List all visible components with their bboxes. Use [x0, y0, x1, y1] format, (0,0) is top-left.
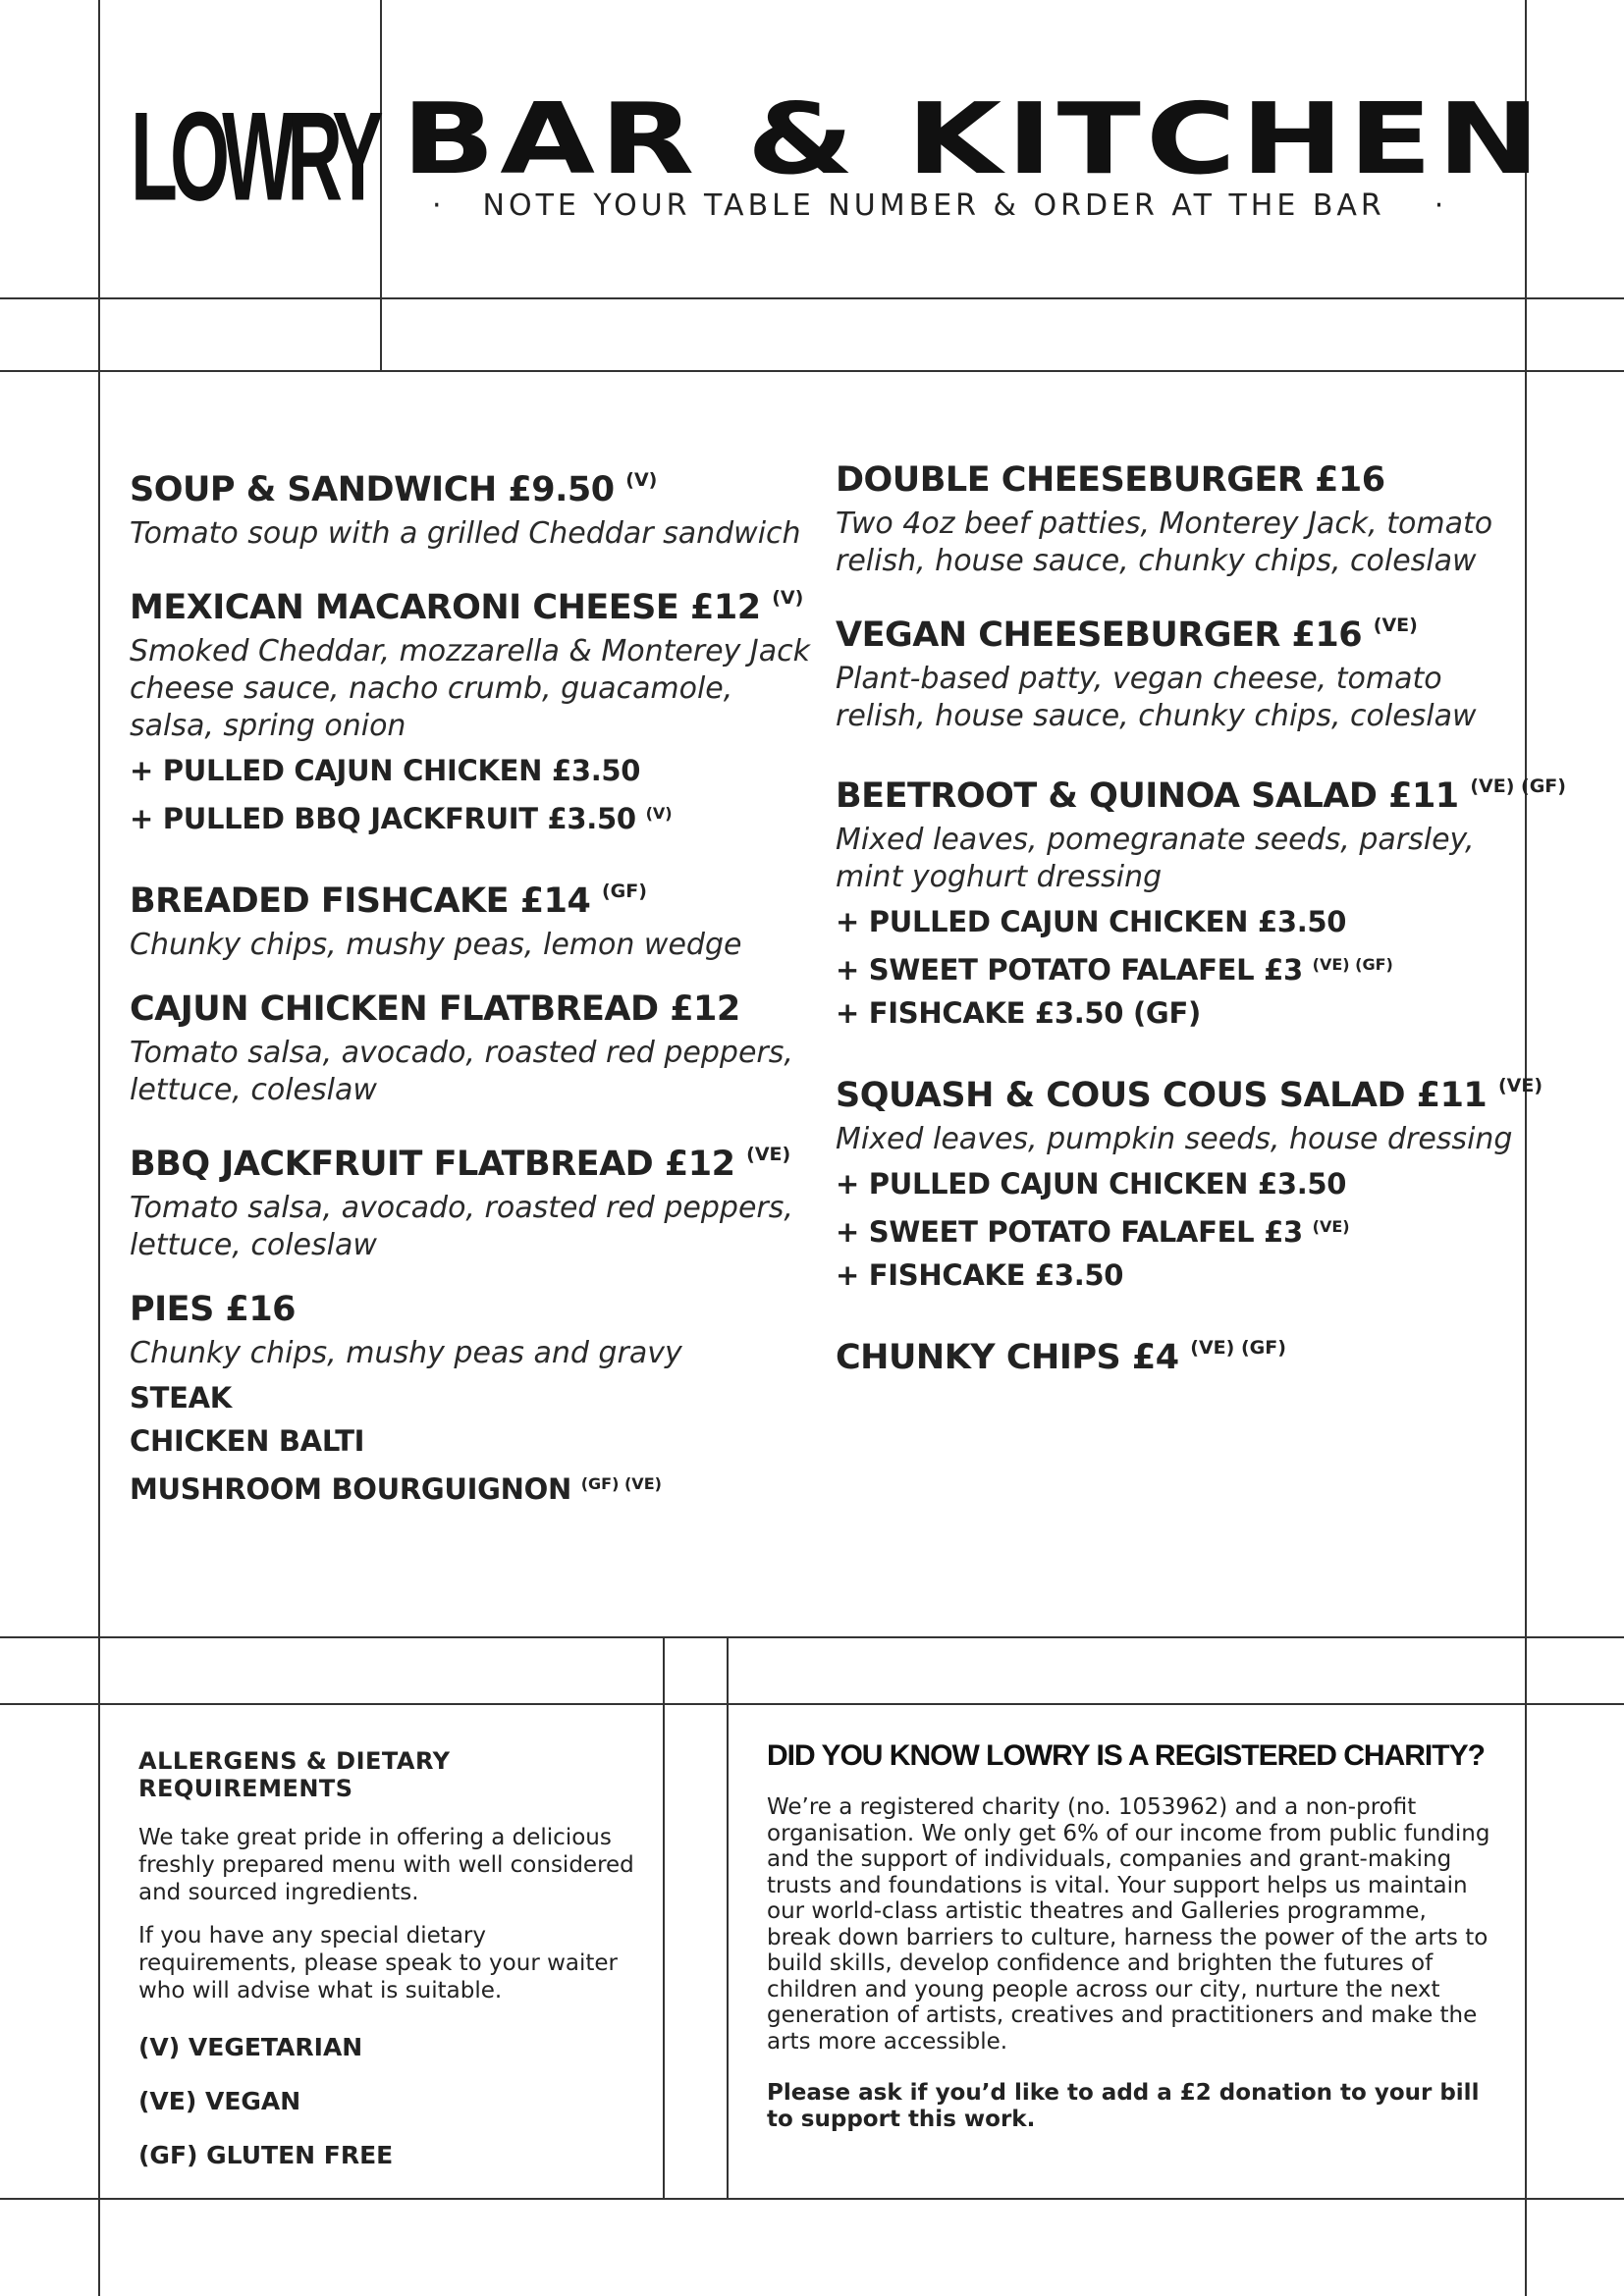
menu-item-option: [836, 1205, 1523, 1254]
menu-item: [836, 1324, 1523, 1381]
menu-item-option: [836, 943, 1523, 991]
menu-item-name: [836, 1324, 1523, 1381]
charity-panel: [767, 1739, 1493, 2158]
option-label: + PULLED CAJUN CHICKEN £3.50: [130, 754, 641, 787]
menu-item-description: Tomato salsa, avocado, roasted red peppers, lettuce, coleslaw: [130, 1191, 793, 1262]
menu-item-option: [836, 900, 1523, 943]
divider-line: [0, 1703, 1624, 1705]
menu-item-title: BEETROOT & QUINOA SALAD £11: [836, 776, 1459, 816]
divider-line: [663, 1636, 665, 2198]
menu-item-name: [836, 1062, 1543, 1119]
dietary-tags: (VE) (GF): [1190, 1337, 1286, 1359]
donation-ask: Please ask if you’d like to add a £2 donation to your bill to support this work.: [767, 2080, 1480, 2132]
menu-item-name: [836, 763, 1566, 820]
menu-item-name: [836, 456, 1523, 504]
option-label: + FISHCAKE £3.50: [836, 1258, 1124, 1292]
menu-item-option: [130, 1376, 817, 1419]
menu-item-description: Chunky chips, mushy peas, lemon wedge: [130, 928, 742, 962]
separator-dot: ·: [1434, 188, 1448, 223]
charity-heading: DID YOU KNOW LOWRY IS A REGISTERED CHARITY?: [767, 1739, 1485, 1772]
menu-item-title: CAJUN CHICKEN FLATBREAD £12: [130, 989, 740, 1029]
menu-item: [130, 868, 817, 964]
menu-item-description: Smoked Cheddar, mozzarella & Monterey Jack cheese sauce, nacho crumb, guacamole, salsa, spring onion: [130, 634, 810, 743]
menu-item-option: [130, 749, 817, 792]
divider-line: [727, 1636, 729, 2198]
separator-dot: ·: [432, 188, 446, 223]
menu-item-name: [130, 456, 817, 513]
menu-item-description: Tomato soup with a grilled Cheddar sandwich: [130, 516, 801, 551]
option-label: MUSHROOM BOURGUIGNON: [130, 1472, 571, 1506]
menu-item-description: Tomato salsa, avocado, roasted red peppers, lettuce, coleslaw: [130, 1036, 793, 1107]
menu-item: [836, 602, 1523, 735]
menu-item-name: [130, 986, 817, 1033]
page-title: BAR & KITCHEN: [402, 81, 1545, 196]
option-label: + PULLED CAJUN CHICKEN £3.50: [836, 1167, 1347, 1201]
dietary-tags: (GF): [602, 881, 647, 902]
divider-line: [1525, 0, 1527, 2296]
menu-item-name: [130, 1286, 817, 1333]
divider-line: [0, 1636, 1624, 1638]
menu-item-option: [130, 1463, 817, 1511]
dietary-tags: (VE): [1312, 1217, 1350, 1236]
menu-item: [836, 456, 1523, 580]
menu-item-description: Chunky chips, mushy peas and gravy: [130, 1336, 682, 1370]
allergen-key: (VE) VEGAN: [138, 2087, 301, 2115]
menu-column-right: [836, 456, 1566, 1381]
option-label: + PULLED CAJUN CHICKEN £3.50: [836, 905, 1347, 938]
menu-item: [130, 1286, 817, 1511]
allergens-panel: [138, 1747, 649, 2182]
menu-item-option: [836, 991, 1523, 1035]
menu-item: [130, 456, 817, 553]
allergen-key: (GF) GLUTEN FREE: [138, 2141, 394, 2169]
dietary-tags: (VE) (GF): [1312, 955, 1393, 974]
allergens-heading: ALLERGENS & DIETARY REQUIREMENTS: [138, 1747, 451, 1802]
menu-item-option: [836, 1254, 1523, 1297]
menu-item-title: MEXICAN MACARONI CHEESE £12: [130, 588, 761, 627]
option-label: + SWEET POTATO FALAFEL £3: [836, 1215, 1303, 1249]
menu-item-option: [130, 1419, 817, 1463]
menu-item-name: [836, 602, 1523, 659]
dietary-tags: (V): [625, 469, 658, 491]
logo: LOWRY: [131, 84, 376, 228]
divider-line: [0, 2198, 1624, 2200]
dietary-tags: (VE): [1497, 1075, 1543, 1096]
menu-item-description: Plant-based patty, vegan cheese, tomato relish, house sauce, chunky chips, coleslaw: [836, 662, 1477, 733]
menu-item-title: DOUBLE CHEESEBURGER £16: [836, 460, 1385, 500]
dietary-tags: (VE) (GF): [1470, 775, 1566, 797]
dietary-tags: (VE): [1373, 614, 1418, 636]
menu-item: [836, 1062, 1543, 1297]
menu-column-left: [130, 456, 817, 1511]
menu-item-title: PIES £16: [130, 1290, 297, 1329]
menu-item: [130, 986, 817, 1109]
menu-item-title: SQUASH & COUS COUS SALAD £11: [836, 1076, 1488, 1115]
menu-item-name: [130, 868, 817, 925]
dietary-tags: (V): [645, 804, 673, 823]
menu-item: [130, 1131, 817, 1264]
menu-item-description: Two 4oz beef patties, Monterey Jack, tomato relish, house sauce, chunky chips, coleslaw: [836, 507, 1493, 578]
option-label: STEAK: [130, 1381, 232, 1415]
page-subtitle: [432, 188, 1502, 223]
menu-item-title: VEGAN CHEESEBURGER £16: [836, 615, 1363, 655]
menu-item-description: Mixed leaves, pumpkin seeds, house dressing: [836, 1122, 1513, 1156]
option-label: + FISHCAKE £3.50 (GF): [836, 996, 1201, 1030]
menu-item-title: SOUP & SANDWICH £9.50: [130, 470, 615, 509]
allergens-paragraph: We take great pride in offering a delicious freshly prepared menu with well considered and sourced ingredients.: [138, 1825, 634, 1905]
menu-item-name: [130, 574, 817, 631]
charity-body: We’re a registered charity (no. 1053962) and a non-profit organisation. We only get 6% of our income from public funding and the support of individuals, companies and grant-making trusts and foundations is vital. Your support helps us maintain our world-class artistic theatres and Galleries programme, break down barriers to culture, harness the power of the arts to build skills, develop confidence and brighten the futures of children and young people across our city, nurture the next generation of artists, creatives and practitioners and make the arts more accessible.: [767, 1794, 1490, 2055]
menu-item-option: [836, 1162, 1523, 1205]
divider-line: [380, 0, 382, 370]
allergen-key: (V) VEGETARIAN: [138, 2033, 363, 2061]
menu-item-title: BBQ JACKFRUIT FLATBREAD £12: [130, 1145, 735, 1184]
menu-item: [130, 574, 817, 840]
allergens-paragraph: If you have any special dietary requirements, please speak to your waiter who will advise what is suitable.: [138, 1923, 619, 2003]
dietary-tags: (GF) (VE): [580, 1474, 662, 1493]
menu-item-title: BREADED FISHCAKE £14: [130, 881, 591, 921]
menu-item-description: Mixed leaves, pomegranate seeds, parsley, mint yoghurt dressing: [836, 823, 1475, 894]
menu-item-title: CHUNKY CHIPS £4: [836, 1338, 1179, 1377]
divider-line: [0, 297, 1624, 299]
dietary-tags: (VE): [746, 1144, 791, 1165]
dietary-tags: (V): [772, 587, 804, 609]
divider-line: [98, 0, 100, 2296]
option-label: + SWEET POTATO FALAFEL £3: [836, 953, 1303, 987]
menu-item-option: [130, 792, 817, 840]
menu-item: [836, 763, 1566, 1035]
subtitle-text: NOTE YOUR TABLE NUMBER & ORDER AT THE BAR: [482, 188, 1385, 223]
divider-line: [0, 370, 1624, 372]
option-label: CHICKEN BALTI: [130, 1424, 365, 1458]
menu-item-name: [130, 1131, 817, 1188]
option-label: + PULLED BBQ JACKFRUIT £3.50: [130, 802, 636, 835]
